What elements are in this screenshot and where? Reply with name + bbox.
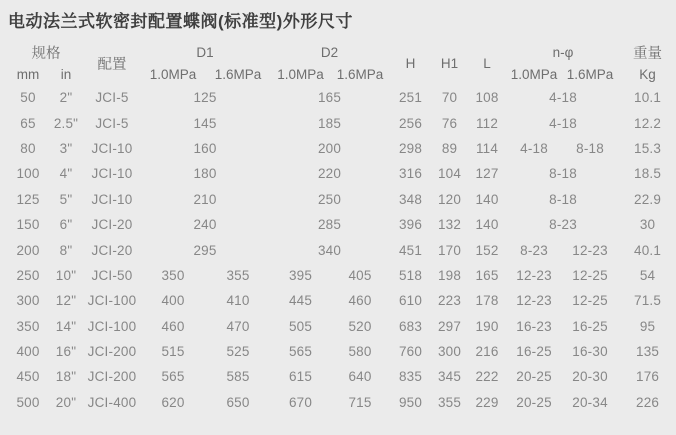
table-cell: 250 [16, 267, 40, 283]
table-cell: 12" [55, 293, 77, 309]
table-cell: 285 [317, 217, 342, 233]
table-cell: 12-23 [516, 293, 552, 309]
table-cell: 222 [475, 369, 499, 385]
table-cell: 12-25 [572, 293, 608, 309]
col-header-config: 配置 [97, 56, 127, 73]
table-cell: 132 [437, 217, 462, 233]
table-cell: 400 [161, 293, 185, 309]
table-cell: 470 [226, 318, 250, 334]
table-cell: 165 [475, 267, 499, 283]
col-header-h1: H1 [440, 55, 459, 71]
table-cell: 210 [193, 191, 217, 207]
page-title: 电动法兰式软密封配置蝶阀(标准型)外形尺寸 [8, 12, 353, 31]
table-cell: 355 [437, 394, 462, 410]
table-cell: JCI-50 [91, 267, 133, 283]
table-row [8, 364, 676, 389]
table-cell: 80 [20, 140, 36, 156]
table-cell: 395 [288, 267, 313, 283]
table-cell: 176 [635, 369, 660, 385]
table-cell: 3" [59, 140, 73, 156]
table-cell: 670 [288, 394, 313, 410]
table-cell: 12-25 [572, 267, 608, 283]
table-cell: 615 [288, 369, 313, 385]
table-cell: 135 [635, 344, 660, 360]
table-cell: JCI-100 [87, 293, 137, 309]
table-cell: 200 [16, 242, 40, 258]
table-cell: 65 [20, 115, 36, 131]
table-cell: 835 [398, 369, 423, 385]
table-cell: 4-18 [520, 140, 548, 156]
table-cell: 410 [226, 293, 250, 309]
table-cell: 76 [441, 115, 458, 131]
col-header-d2-1.6mpa: 1.6MPa [336, 66, 384, 82]
table-cell: 8-18 [549, 191, 577, 207]
table-cell: 89 [441, 140, 458, 156]
table-cell: 8-23 [549, 217, 577, 233]
table-row [8, 339, 676, 364]
table-cell: 8-18 [549, 166, 577, 182]
table-cell: 20" [55, 394, 77, 410]
table-cell: 610 [398, 293, 423, 309]
table-cell: JCI-20 [91, 217, 133, 233]
table-cell: 12-23 [516, 267, 552, 283]
table-cell: 5" [59, 191, 73, 207]
table-cell: 251 [398, 90, 423, 106]
table-cell: 565 [288, 344, 313, 360]
table-cell: 54 [639, 267, 656, 283]
col-header-d2: D2 [320, 44, 339, 60]
table-cell: 355 [226, 267, 250, 283]
col-header-spec: 规格 [31, 45, 61, 62]
table-cell: 152 [475, 242, 499, 258]
table-cell: 298 [398, 140, 423, 156]
spec-table [8, 41, 676, 415]
table-cell: JCI-10 [91, 140, 133, 156]
table-cell: 170 [437, 242, 462, 258]
table-cell: 160 [193, 140, 217, 156]
table-cell: 2.5" [53, 115, 79, 131]
col-header-in: in [60, 66, 72, 82]
table-cell: 20-30 [572, 369, 608, 385]
table-cell: 108 [475, 90, 499, 106]
table-cell: 95 [639, 318, 656, 334]
table-row [8, 187, 676, 212]
col-header-h: H [405, 55, 416, 71]
table-cell: 140 [475, 217, 499, 233]
table-cell: 451 [398, 242, 423, 258]
table-row [8, 161, 676, 186]
table-cell: 345 [437, 369, 462, 385]
table-cell: 20-25 [516, 369, 552, 385]
table-cell: 22.9 [634, 191, 662, 207]
table-cell: 650 [226, 394, 250, 410]
table-cell: 400 [16, 344, 40, 360]
table-cell: 460 [348, 293, 372, 309]
table-body [8, 85, 676, 415]
col-header-kg: Kg [639, 66, 656, 82]
table-cell: 16-30 [572, 344, 608, 360]
table-cell: 396 [398, 217, 423, 233]
table-cell: 300 [16, 293, 40, 309]
table-cell: JCI-200 [87, 344, 137, 360]
table-cell: JCI-400 [87, 394, 137, 410]
header-row-1 [8, 41, 676, 63]
table-cell: 20-34 [572, 394, 608, 410]
col-header-nphi-1.6mpa: 1.6MPa [566, 66, 614, 82]
table-cell: 460 [161, 318, 185, 334]
table-cell: 100 [16, 166, 40, 182]
table-cell: 565 [161, 369, 185, 385]
table-cell: 2" [59, 90, 73, 106]
table-cell: 350 [161, 267, 185, 283]
col-header-d1-1.0mpa: 1.0MPa [149, 66, 197, 82]
table-cell: 120 [437, 191, 462, 207]
table-cell: 520 [348, 318, 372, 334]
table-cell: JCI-20 [91, 242, 133, 258]
table-cell: 71.5 [634, 293, 662, 309]
table-cell: 515 [161, 344, 185, 360]
table-cell: 229 [475, 394, 499, 410]
table-row [8, 85, 676, 110]
table-cell: 8-18 [576, 140, 604, 156]
table-cell: 216 [475, 344, 499, 360]
col-header-d1-1.6mpa: 1.6MPa [214, 66, 262, 82]
table-cell: 250 [317, 191, 342, 207]
table-cell: 295 [193, 242, 217, 258]
col-header-n-phi: n-φ [552, 44, 574, 60]
table-cell: JCI-200 [87, 369, 137, 385]
table-cell: 16-25 [516, 344, 552, 360]
table-cell: 8" [59, 242, 73, 258]
table-cell: 405 [348, 267, 372, 283]
table-cell: 445 [288, 293, 313, 309]
table-cell: 620 [161, 394, 185, 410]
table-cell: 8-23 [520, 242, 548, 258]
table-cell: 200 [317, 140, 342, 156]
table-cell: 190 [475, 318, 499, 334]
table-cell: 125 [16, 191, 40, 207]
table-cell: 150 [16, 217, 40, 233]
table-cell: 297 [437, 318, 462, 334]
col-header-nphi-1.0mpa: 1.0MPa [510, 66, 558, 82]
table-cell: 70 [441, 90, 458, 106]
table-cell: 16" [55, 344, 77, 360]
table-cell: 10" [55, 267, 77, 283]
table-cell: 112 [475, 115, 499, 131]
table-cell: 198 [437, 267, 462, 283]
table-cell: 145 [193, 115, 217, 131]
table-cell: 6" [59, 217, 73, 233]
table-cell: 125 [193, 90, 217, 106]
table-cell: 178 [475, 293, 499, 309]
table-cell: 4" [59, 166, 73, 182]
table-cell: 950 [398, 394, 423, 410]
table-cell: JCI-5 [95, 90, 129, 106]
table-cell: 4-18 [549, 90, 577, 106]
table-cell: 518 [398, 267, 423, 283]
table-cell: 683 [398, 318, 423, 334]
col-header-d1: D1 [196, 44, 214, 60]
table-row [8, 263, 676, 288]
table-cell: JCI-100 [87, 318, 137, 334]
col-header-l: L [483, 55, 491, 71]
table-cell: 18" [55, 369, 77, 385]
table-cell: 240 [193, 217, 217, 233]
table-cell: 140 [475, 191, 499, 207]
table-cell: 12-23 [572, 242, 608, 258]
table-cell: 14" [55, 318, 77, 334]
table-row [8, 288, 676, 313]
table-cell: 500 [16, 394, 40, 410]
table-cell: 114 [475, 140, 499, 156]
table-cell: JCI-10 [91, 166, 133, 182]
table-cell: 4-18 [549, 115, 577, 131]
table-cell: 40.1 [634, 242, 662, 258]
table-cell: 505 [288, 318, 313, 334]
col-header-weight: 重量 [633, 45, 663, 62]
col-header-d2-1.0mpa: 1.0MPa [277, 66, 324, 82]
table-cell: 226 [635, 394, 660, 410]
table-cell: 760 [398, 344, 423, 360]
table-row [8, 314, 676, 339]
table-cell: 165 [317, 90, 342, 106]
table-cell: 580 [348, 344, 372, 360]
table-row [8, 390, 676, 415]
table-cell: 15.3 [634, 140, 662, 156]
table-cell: 640 [348, 369, 372, 385]
table-cell: 10.1 [634, 90, 662, 106]
table-cell: 16-25 [572, 318, 608, 334]
table-cell: 20-25 [516, 394, 552, 410]
table-cell: 525 [226, 344, 250, 360]
table-row [8, 237, 676, 262]
table-cell: 104 [437, 166, 462, 182]
table-cell: 256 [398, 115, 423, 131]
table-cell: 30 [639, 217, 656, 233]
table-cell: 220 [317, 166, 342, 182]
table-cell: 223 [437, 293, 462, 309]
table-cell: 450 [16, 369, 40, 385]
table-header [8, 41, 676, 85]
table-cell: 300 [437, 344, 462, 360]
table-cell: JCI-10 [91, 191, 133, 207]
table-cell: 12.2 [634, 115, 662, 131]
table-cell: 715 [348, 394, 372, 410]
table-cell: 340 [317, 242, 342, 258]
table-cell: 18.5 [634, 166, 662, 182]
table-cell: 185 [317, 115, 342, 131]
table-cell: 348 [398, 191, 423, 207]
table-cell: 585 [226, 369, 250, 385]
table-cell: 180 [193, 166, 217, 182]
table-cell: 16-23 [516, 318, 552, 334]
table-cell: 50 [20, 90, 36, 106]
table-cell: 316 [398, 166, 423, 182]
table-cell: JCI-5 [95, 115, 129, 131]
col-header-mm: mm [16, 66, 40, 82]
table-cell: 127 [475, 166, 499, 182]
table-cell: 350 [16, 318, 40, 334]
table-row [8, 136, 676, 161]
table-row [8, 212, 676, 237]
table-row [8, 110, 676, 135]
